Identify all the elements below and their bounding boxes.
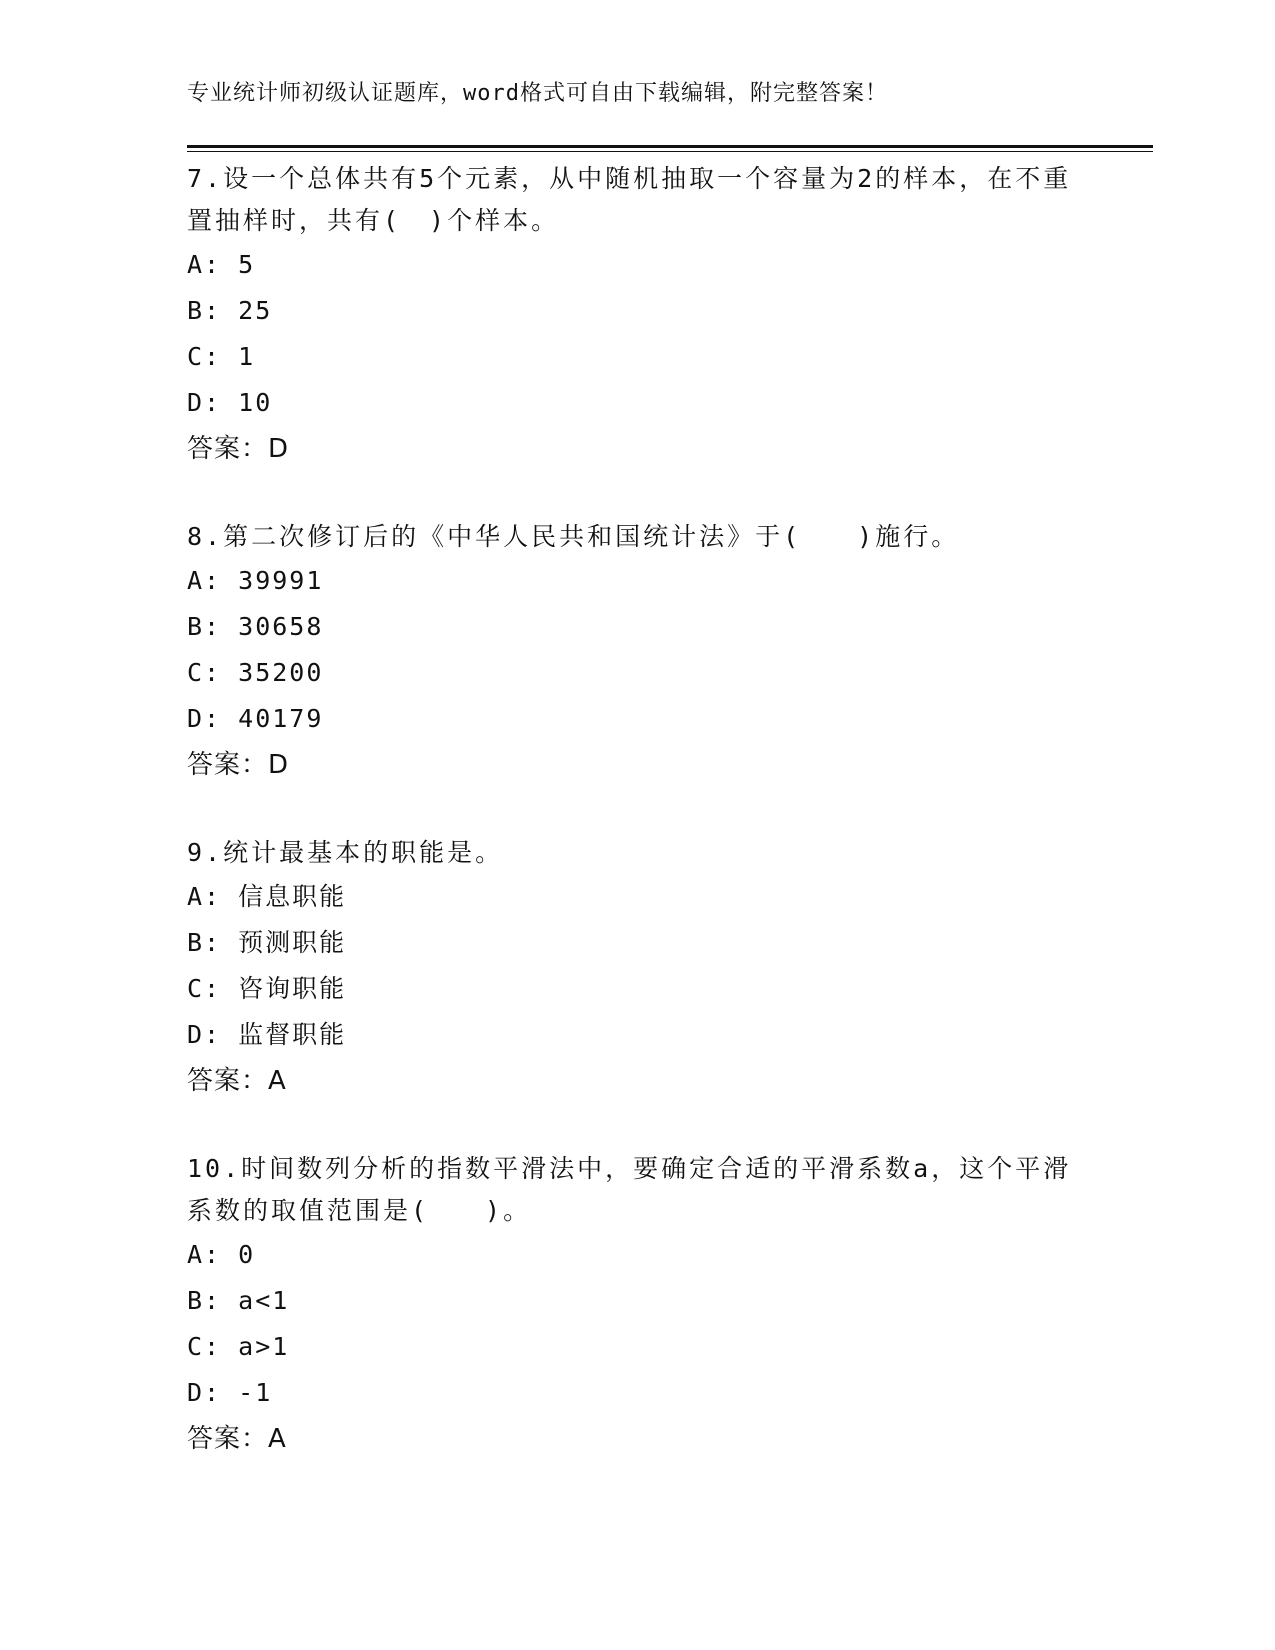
header-rule-thick — [187, 145, 1153, 148]
question-9 — [187, 832, 1087, 1104]
option-b: B: 25 — [187, 296, 273, 325]
option-d: D: 监督职能 — [187, 1020, 347, 1049]
question-gap — [187, 788, 1087, 832]
question-text: 8.第二次修订后的《中华人民共和国统计法》于( )施行。 — [187, 522, 960, 551]
option-a: A: 39991 — [187, 566, 324, 595]
header-rule-thin — [187, 151, 1153, 152]
option-d: D: -1 — [187, 1378, 273, 1407]
question-text: 9.统计最基本的职能是。 — [187, 838, 504, 867]
answer: 答案：A — [187, 1424, 287, 1454]
option-a: A: 5 — [187, 250, 256, 279]
option-a: A: 0 — [187, 1240, 256, 1269]
option-c: C: 35200 — [187, 658, 324, 687]
answer: 答案：D — [187, 750, 290, 780]
option-b: B: 30658 — [187, 612, 324, 641]
option-a: A: 信息职能 — [187, 882, 347, 911]
question-gap — [187, 1104, 1087, 1148]
page-header: 专业统计师初级认证题库，word格式可自由下载编辑，附完整答案！ — [187, 81, 888, 106]
question-text: 7.设一个总体共有5个元素，从中随机抽取一个容量为2的样本，在不重置抽样时，共有( )个样本。 — [187, 164, 1072, 235]
option-d: D: 40179 — [187, 704, 324, 733]
option-c: C: 咨询职能 — [187, 974, 347, 1003]
answer: 答案：D — [187, 434, 290, 464]
option-d: D: 10 — [187, 388, 273, 417]
question-text: 10.时间数列分析的指数平滑法中，要确定合适的平滑系数a，这个平滑系数的取值范围是( )。 — [187, 1154, 1072, 1225]
option-c: C: 1 — [187, 342, 256, 371]
option-b: B: a<1 — [187, 1286, 290, 1315]
option-b: B: 预测职能 — [187, 928, 347, 957]
option-c: C: a>1 — [187, 1332, 290, 1361]
question-gap — [187, 472, 1087, 516]
question-8 — [187, 516, 1087, 788]
answer: 答案：A — [187, 1066, 287, 1096]
question-10 — [187, 1148, 1087, 1462]
question-7 — [187, 158, 1087, 472]
question-list — [187, 158, 1087, 1462]
